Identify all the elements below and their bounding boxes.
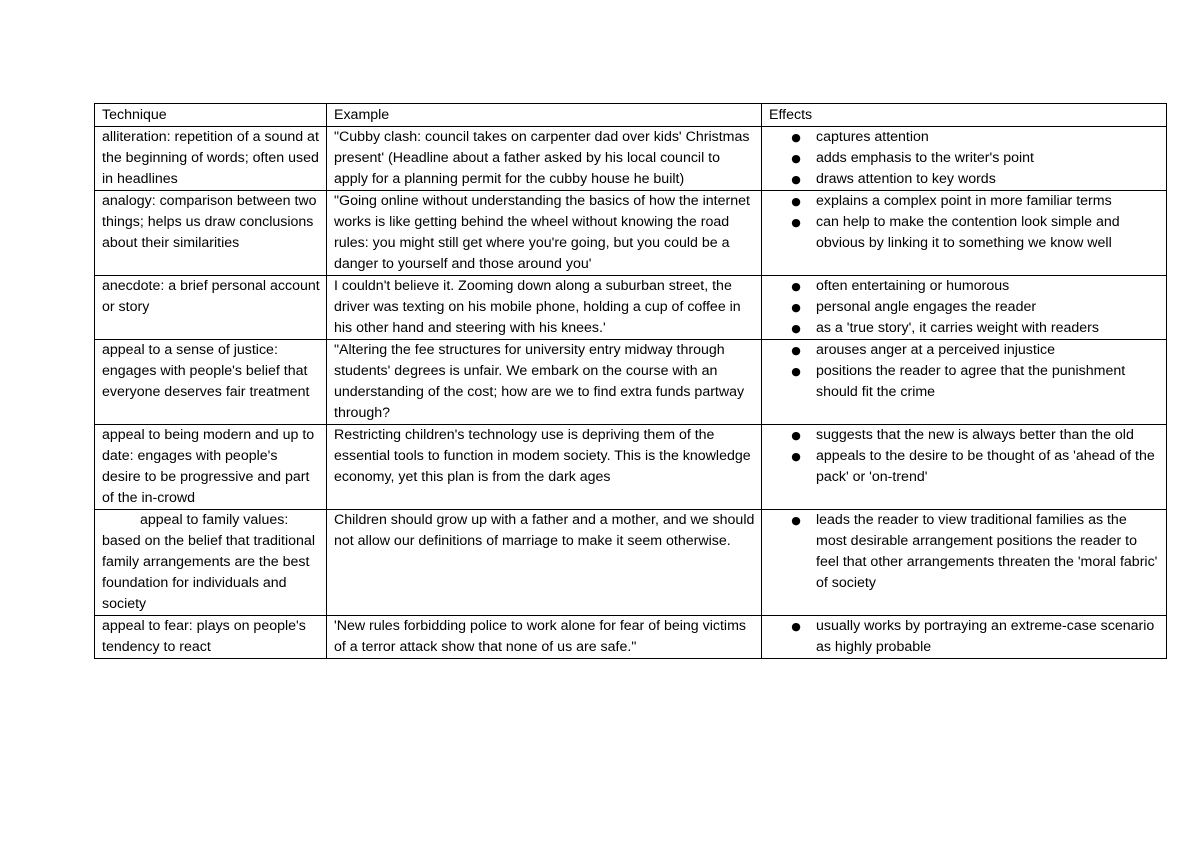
effects-list bbox=[769, 425, 1160, 488]
effects-cell bbox=[762, 510, 1167, 616]
technique-text: appeal to a sense of justice: engages with people's belief that everyone deserves fair treatment bbox=[102, 342, 310, 400]
example-cell bbox=[327, 510, 762, 616]
bullet-icon: ● bbox=[791, 280, 801, 293]
table-row bbox=[95, 191, 1167, 276]
effect-item: ● arouses anger at a perceived injustice bbox=[769, 340, 1160, 361]
technique-text: appeal to family values: based on the belief that traditional family arrangements are the best foundation for individuals and society bbox=[102, 512, 315, 612]
example-text: 'New rules forbidding police to work alone for fear of being victims of a terror attack show that none of us are safe." bbox=[334, 618, 746, 655]
technique-cell bbox=[95, 510, 327, 616]
bullet-icon: ● bbox=[791, 344, 801, 357]
bullet-icon: ● bbox=[791, 620, 801, 633]
effect-item: ● personal angle engages the reader bbox=[769, 297, 1160, 318]
effect-item: ● can help to make the contention look simple and obvious by linking it to something we know well bbox=[791, 214, 1120, 251]
bullet-icon: ● bbox=[791, 195, 801, 208]
example-text: "Going online without understanding the basics of how the internet works is like getting behind the wheel without knowing the road rules: you might still get where you're going, but you could be a danger to yourself and those around you' bbox=[334, 193, 750, 272]
technique-cell bbox=[95, 425, 327, 510]
example-cell bbox=[327, 425, 762, 510]
table-row bbox=[95, 616, 1167, 659]
table-row bbox=[95, 510, 1167, 616]
effects-list bbox=[769, 340, 1160, 403]
effect-item: ● often entertaining or humorous bbox=[769, 276, 1160, 297]
bullet-icon: ● bbox=[791, 152, 801, 165]
technique-text: alliteration: repetition of a sound at the beginning of words; often used in headlines bbox=[102, 129, 319, 187]
effects-list bbox=[769, 127, 1160, 190]
effect-item: ● positions the reader to agree that the punishment should fit the crime bbox=[791, 363, 1126, 400]
header-technique: Technique bbox=[95, 104, 327, 127]
technique-cell bbox=[95, 191, 327, 276]
effects-cell bbox=[762, 191, 1167, 276]
header-effects: Effects bbox=[762, 104, 1167, 127]
technique-text: appeal to being modern and up to date: engages with people's desire to be progressive and part of the in-crowd bbox=[102, 427, 315, 506]
effects-list bbox=[769, 276, 1160, 339]
bullet-icon: ● bbox=[791, 131, 801, 144]
example-cell bbox=[327, 340, 762, 425]
bullet-icon: ● bbox=[791, 450, 801, 463]
header-row bbox=[95, 104, 1167, 127]
effect-item: ● leads the reader to view traditional families as the most desirable arrangement positions the reader to feel that other arrangements threaten the 'moral fabric' of society bbox=[791, 512, 1158, 591]
effect-item: ● captures attention bbox=[769, 127, 1160, 148]
bullet-icon: ● bbox=[791, 514, 801, 527]
effects-list bbox=[769, 191, 1160, 254]
effect-item: ● appeals to the desire to be thought of as 'ahead of the pack' or 'on-trend' bbox=[791, 448, 1155, 485]
effect-item: ● explains a complex point in more familiar terms bbox=[769, 191, 1160, 212]
example-text: I couldn't believe it. Zooming down along a suburban street, the driver was texting on his mobile phone, holding a cup of coffee in his other hand and steering with his knees.' bbox=[334, 278, 741, 336]
example-text: Children should grow up with a father and a mother, and we should not allow our definitions of marriage to make it seem otherwise. bbox=[334, 512, 755, 549]
table-row bbox=[95, 276, 1167, 340]
example-cell bbox=[327, 616, 762, 659]
header-example: Example bbox=[327, 104, 762, 127]
effects-list bbox=[769, 616, 1160, 658]
technique-text: appeal to fear: plays on people's tendency to react bbox=[102, 618, 306, 655]
effect-item: ● adds emphasis to the writer's point bbox=[769, 148, 1160, 169]
bullet-icon: ● bbox=[791, 429, 801, 442]
effect-item: ● draws attention to key words bbox=[769, 169, 1160, 190]
effects-cell bbox=[762, 340, 1167, 425]
table-row bbox=[95, 127, 1167, 191]
effects-cell bbox=[762, 425, 1167, 510]
example-cell bbox=[327, 276, 762, 340]
technique-cell bbox=[95, 127, 327, 191]
bullet-icon: ● bbox=[791, 301, 801, 314]
table-row bbox=[95, 340, 1167, 425]
bullet-icon: ● bbox=[791, 322, 801, 335]
technique-text: anecdote: a brief personal account or story bbox=[102, 278, 320, 315]
example-text: "Altering the fee structures for university entry midway through students' degrees is unfair. We embark on the course with an understanding of the cost; how are we to find extra funds partway through? bbox=[334, 342, 745, 421]
effect-item: ● usually works by portraying an extreme-case scenario as highly probable bbox=[791, 618, 1155, 655]
effects-cell bbox=[762, 127, 1167, 191]
effect-item: ● suggests that the new is always better than the old bbox=[769, 425, 1160, 446]
effect-item: ● as a 'true story', it carries weight with readers bbox=[769, 318, 1160, 339]
bullet-icon: ● bbox=[791, 365, 801, 378]
example-cell bbox=[327, 191, 762, 276]
example-cell bbox=[327, 127, 762, 191]
effects-cell bbox=[762, 616, 1167, 659]
technique-text: analogy: comparison between two things; helps us draw conclusions about their similarities bbox=[102, 193, 317, 251]
bullet-icon: ● bbox=[791, 173, 801, 186]
technique-cell bbox=[95, 616, 327, 659]
example-text: Restricting children's technology use is depriving them of the essential tools to function in modem society. This is the knowledge economy, yet this plan is from the dark ages bbox=[334, 427, 751, 485]
example-text: "Cubby clash: council takes on carpenter dad over kids' Christmas present' (Headline about a father asked by his local council to apply for a planning permit for the cubby house he built) bbox=[334, 129, 750, 187]
effects-cell bbox=[762, 276, 1167, 340]
persuasive-techniques-table bbox=[94, 103, 1167, 659]
effects-list bbox=[769, 510, 1160, 594]
table-row bbox=[95, 425, 1167, 510]
technique-cell bbox=[95, 276, 327, 340]
technique-cell bbox=[95, 340, 327, 425]
bullet-icon: ● bbox=[791, 216, 801, 229]
